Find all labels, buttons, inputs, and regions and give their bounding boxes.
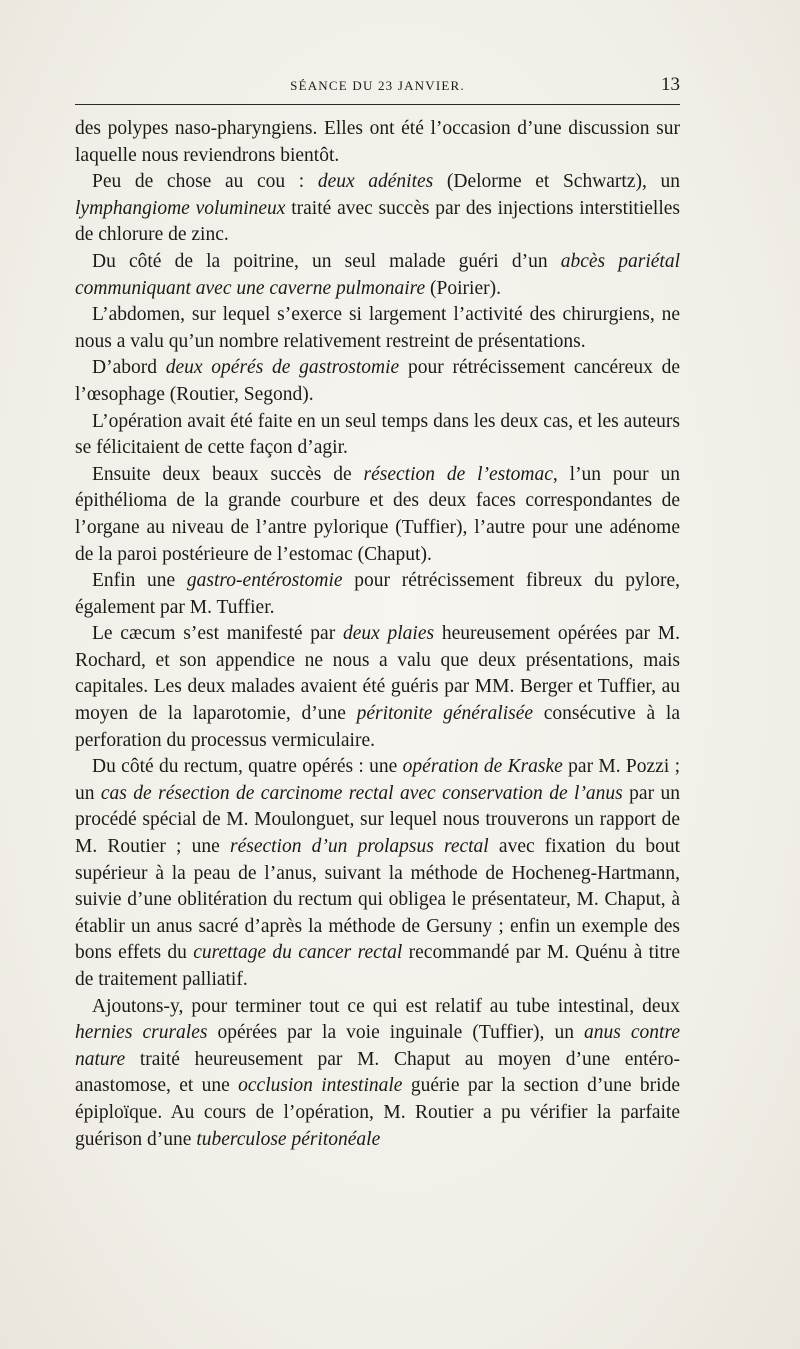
italic-term: deux adénites xyxy=(317,171,434,193)
italic-term: deux plaies xyxy=(342,623,435,645)
text-run: D’abord xyxy=(92,357,166,379)
italic-term: lymphangiome volumineux xyxy=(75,197,286,219)
text-run: consécutive à la perforation du processus vermiculaire. xyxy=(75,703,680,751)
running-title: SÉANCE DU 23 JANVIER. xyxy=(290,78,465,93)
text-run: (Poirier). xyxy=(425,277,501,299)
italic-term: tuberculose péritonéale xyxy=(196,1128,381,1150)
text-run: Enfin une xyxy=(92,570,187,592)
text-run: recommandé par M. Quénu à titre de traitement palliatif. xyxy=(75,942,681,990)
text-run: L’abdomen, sur lequel s’exerce si largement l’activité des chirurgiens, ne nous a valu qu’un nombre relativement restreint de présentations. xyxy=(75,304,680,352)
italic-term: opération de Kraske xyxy=(402,756,563,778)
paragraph xyxy=(75,302,680,355)
paragraph xyxy=(75,116,680,169)
paragraph xyxy=(75,355,680,408)
italic-term: curettage du cancer rectal xyxy=(193,942,403,964)
text-run: par M. Pozzi ; un xyxy=(75,756,681,804)
text-run: Du côté du rectum, quatre opérés : une xyxy=(92,756,403,778)
text-run: L’opération avait été faite en un seul temps dans les deux cas, et les auteurs se félicitaient de cette façon d’agir. xyxy=(75,410,680,459)
text-run: Ajoutons-y, pour terminer tout ce qui est relatif au tube intestinal, deux xyxy=(92,995,680,1017)
text-run: (Delorme et Schwartz), un xyxy=(433,171,680,193)
italic-term: cas de résection de carcinome rectal avec conservation de l’anus xyxy=(100,782,623,804)
paragraph xyxy=(75,169,680,249)
italic-term: occlusion intestinale xyxy=(238,1075,403,1097)
italic-term: deux opérés de gastrostomie xyxy=(165,357,400,379)
italic-term: gastro-entérostomie xyxy=(186,570,343,592)
paragraph xyxy=(75,568,680,621)
text-run: Du côté de la poitrine, un seul malade guéri d’un xyxy=(92,250,561,272)
paragraph xyxy=(75,994,680,1154)
italic-term: anus contre nature xyxy=(75,1022,680,1070)
header-rule xyxy=(75,104,680,105)
text-run: pour rétrécissement fibreux du pylore, également par M. Tuffier. xyxy=(75,570,680,618)
text-run: traité avec succès par des injections interstitielles de chlorure de zinc. xyxy=(75,197,680,246)
page-header xyxy=(75,74,680,100)
italic-term: abcès pariétal communiquant avec une caverne pulmonaire xyxy=(75,250,680,299)
italic-term: résection de l’estomac xyxy=(363,463,553,485)
text-run: avec fixation du bout supérieur à la peau de l’anus, suivant la méthode de Hocheneg-Hartmann, suivie d’une oblitération du rectum qui obligea le présentateur, M. Chaput, à établir un anus sacré d’après la méthode de Gersuny ; enfin un exemple des bons effets du xyxy=(75,836,680,964)
text-run: Ensuite deux beaux succès de xyxy=(92,463,364,485)
text-run: par un procédé spécial de M. Moulonguet, sur lequel nous trouverons un rapport de M. Routier ; une xyxy=(75,782,680,858)
text-run: guérie par la section d’une bride épiploïque. Au cours de l’opération, M. Routier a pu vérifier la parfaite guérison d’une xyxy=(75,1075,680,1150)
page-number: 13 xyxy=(661,74,680,95)
text-run: des polypes naso-pharyngiens. Elles ont été l’occasion d’une discussion sur laquelle nous reviendrons bientôt. xyxy=(75,118,680,166)
text-run: Le cæcum s’est manifesté par xyxy=(92,623,343,645)
paragraph xyxy=(75,409,680,462)
paragraph xyxy=(75,249,680,302)
italic-term: hernies crurales xyxy=(75,1022,208,1044)
text-run: heureusement opérées par M. Rochard, et son appendice ne nous a valu que deux présentations, mais capitales. Les deux malades avaient été guéris par MM. Berger et Tuffier, au moyen de la laparotomie, d’une xyxy=(75,623,681,725)
paragraph xyxy=(75,754,680,993)
paragraph xyxy=(75,462,680,568)
text-run: pour rétrécissement cancéreux de l’œsophage (Routier, Segond). xyxy=(75,357,680,405)
italic-term: péritonite généralisée xyxy=(356,703,534,725)
text-run: opérées par la voie inguinale (Tuffier), un xyxy=(207,1022,585,1044)
body-text xyxy=(75,116,680,1153)
paragraph xyxy=(75,621,680,754)
text-run: Peu de chose au cou : xyxy=(92,171,318,193)
text-run: traité heureusement par M. Chaput au moyen d’une entéro-anastomose, et une xyxy=(75,1048,680,1097)
text-run: , l’un pour un épithélioma de la grande courbure et des deux faces correspondantes de l’organe au niveau de l’antre pylorique (Tuffier), l’autre pour une adénome de la paroi postérieure de l’estomac (Chaput). xyxy=(75,463,681,565)
italic-term: résection d’un prolapsus rectal xyxy=(230,836,489,858)
